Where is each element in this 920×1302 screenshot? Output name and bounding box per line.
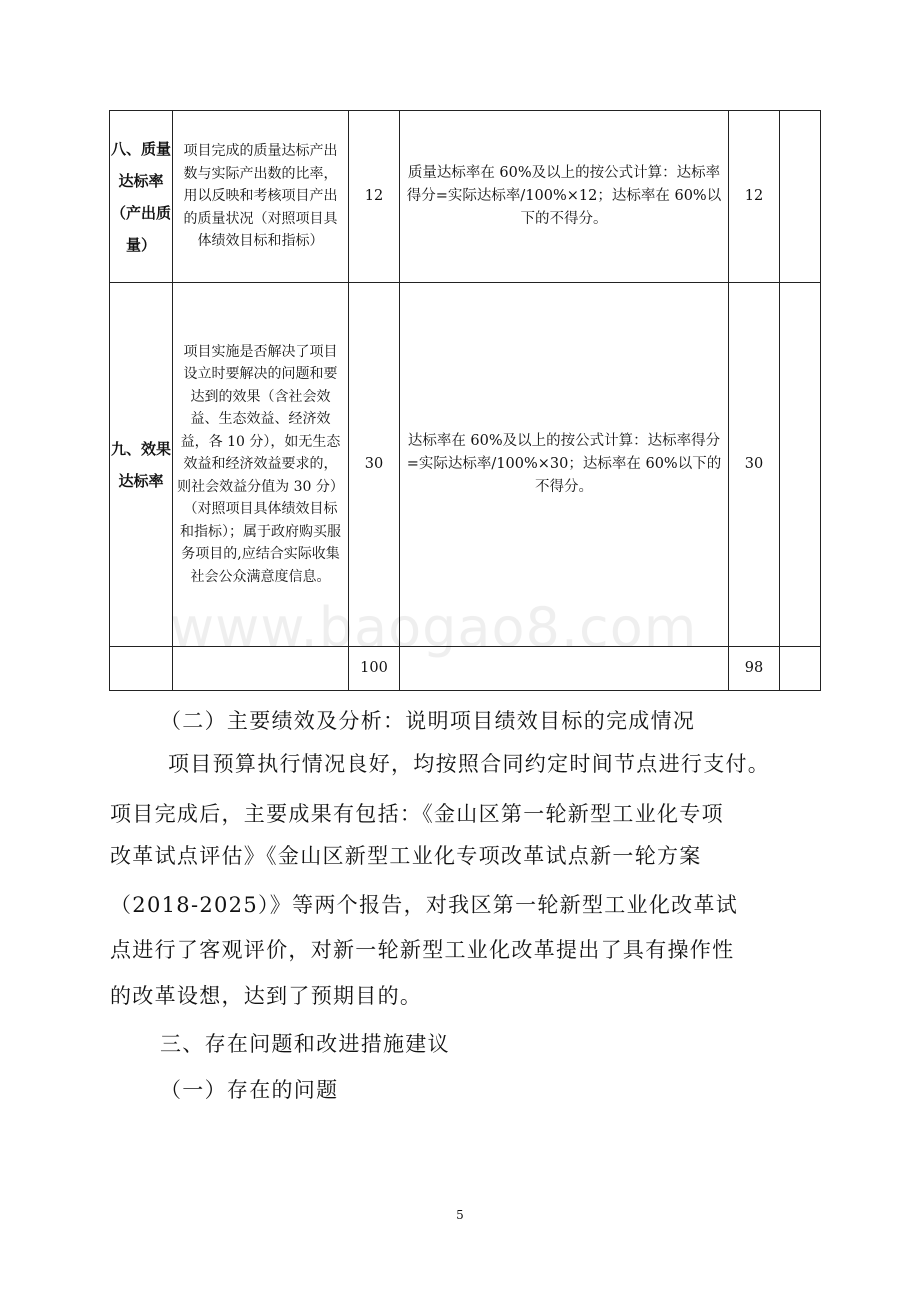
body-line: 的改革设想，达到了预期目的。 [110,984,423,1008]
scoring-rule: 质量达标率在 60%及以上的按公式计算：达标率得分=实际达标率/100%×12；达标率在 60%以下的不得分。 [400,111,729,283]
body-line: （2018-2025）》等两个报告，对我区第一轮新型工业化改革试 [110,893,739,917]
total-note-cell [780,647,821,691]
total-score: 98 [729,647,780,691]
table-row [110,283,821,647]
body-line: 项目预算执行情况良好，均按照合同约定时间节点进行支付。 [168,752,771,776]
indicator-name: 九、效果达标率 [110,283,173,647]
total-name-cell [110,647,173,691]
watermark: www.baogao8.com [170,596,698,659]
table-row [110,111,821,283]
indicator-points: 30 [349,283,400,647]
indicator-description: 项目完成的质量达标产出数与实际产出数的比率，用以反映和考核项目产出的质量状况（对照项目具体绩效目标和指标） [173,111,349,283]
scoring-rule: 达标率在 60%及以上的按公式计算：达标率得分=实际达标率/100%×30；达标率在 60%以下的不得分。 [400,283,729,647]
total-points: 100 [349,647,400,691]
body-line: 项目完成后，主要成果有包括：《金山区第一轮新型工业化专项 [110,802,724,826]
section3-heading: 三、存在问题和改进措施建议 [160,1032,450,1056]
body-line: 点进行了客观评价，对新一轮新型工业化改革提出了具有操作性 [110,938,735,962]
section3-subheading: （一）存在的问题 [160,1078,339,1102]
section2-heading: （二）主要绩效及分析：说明项目绩效目标的完成情况 [160,709,696,733]
indicator-description: 项目实施是否解决了项目设立时要解决的问题和要达到的效果（含社会效益、生态效益、经济效益，各 10 分），如无生态效益和经济效益要求的，则社会效益分值为 30 分）（对照项目具体绩效目标和指标）；属于政府购买服务项目的,应结合实际收集社会公众满意度信息。 [173,283,349,647]
indicator-note [780,283,821,647]
indicator-score: 12 [729,111,780,283]
indicator-note [780,111,821,283]
indicator-points: 12 [349,111,400,283]
page-number: 5 [456,1208,464,1222]
indicator-name: 八、质量达标率（产出质量） [110,111,173,283]
body-line: 改革试点评估》《金山区新型工业化专项改革试点新一轮方案 [110,844,702,868]
indicator-score: 30 [729,283,780,647]
